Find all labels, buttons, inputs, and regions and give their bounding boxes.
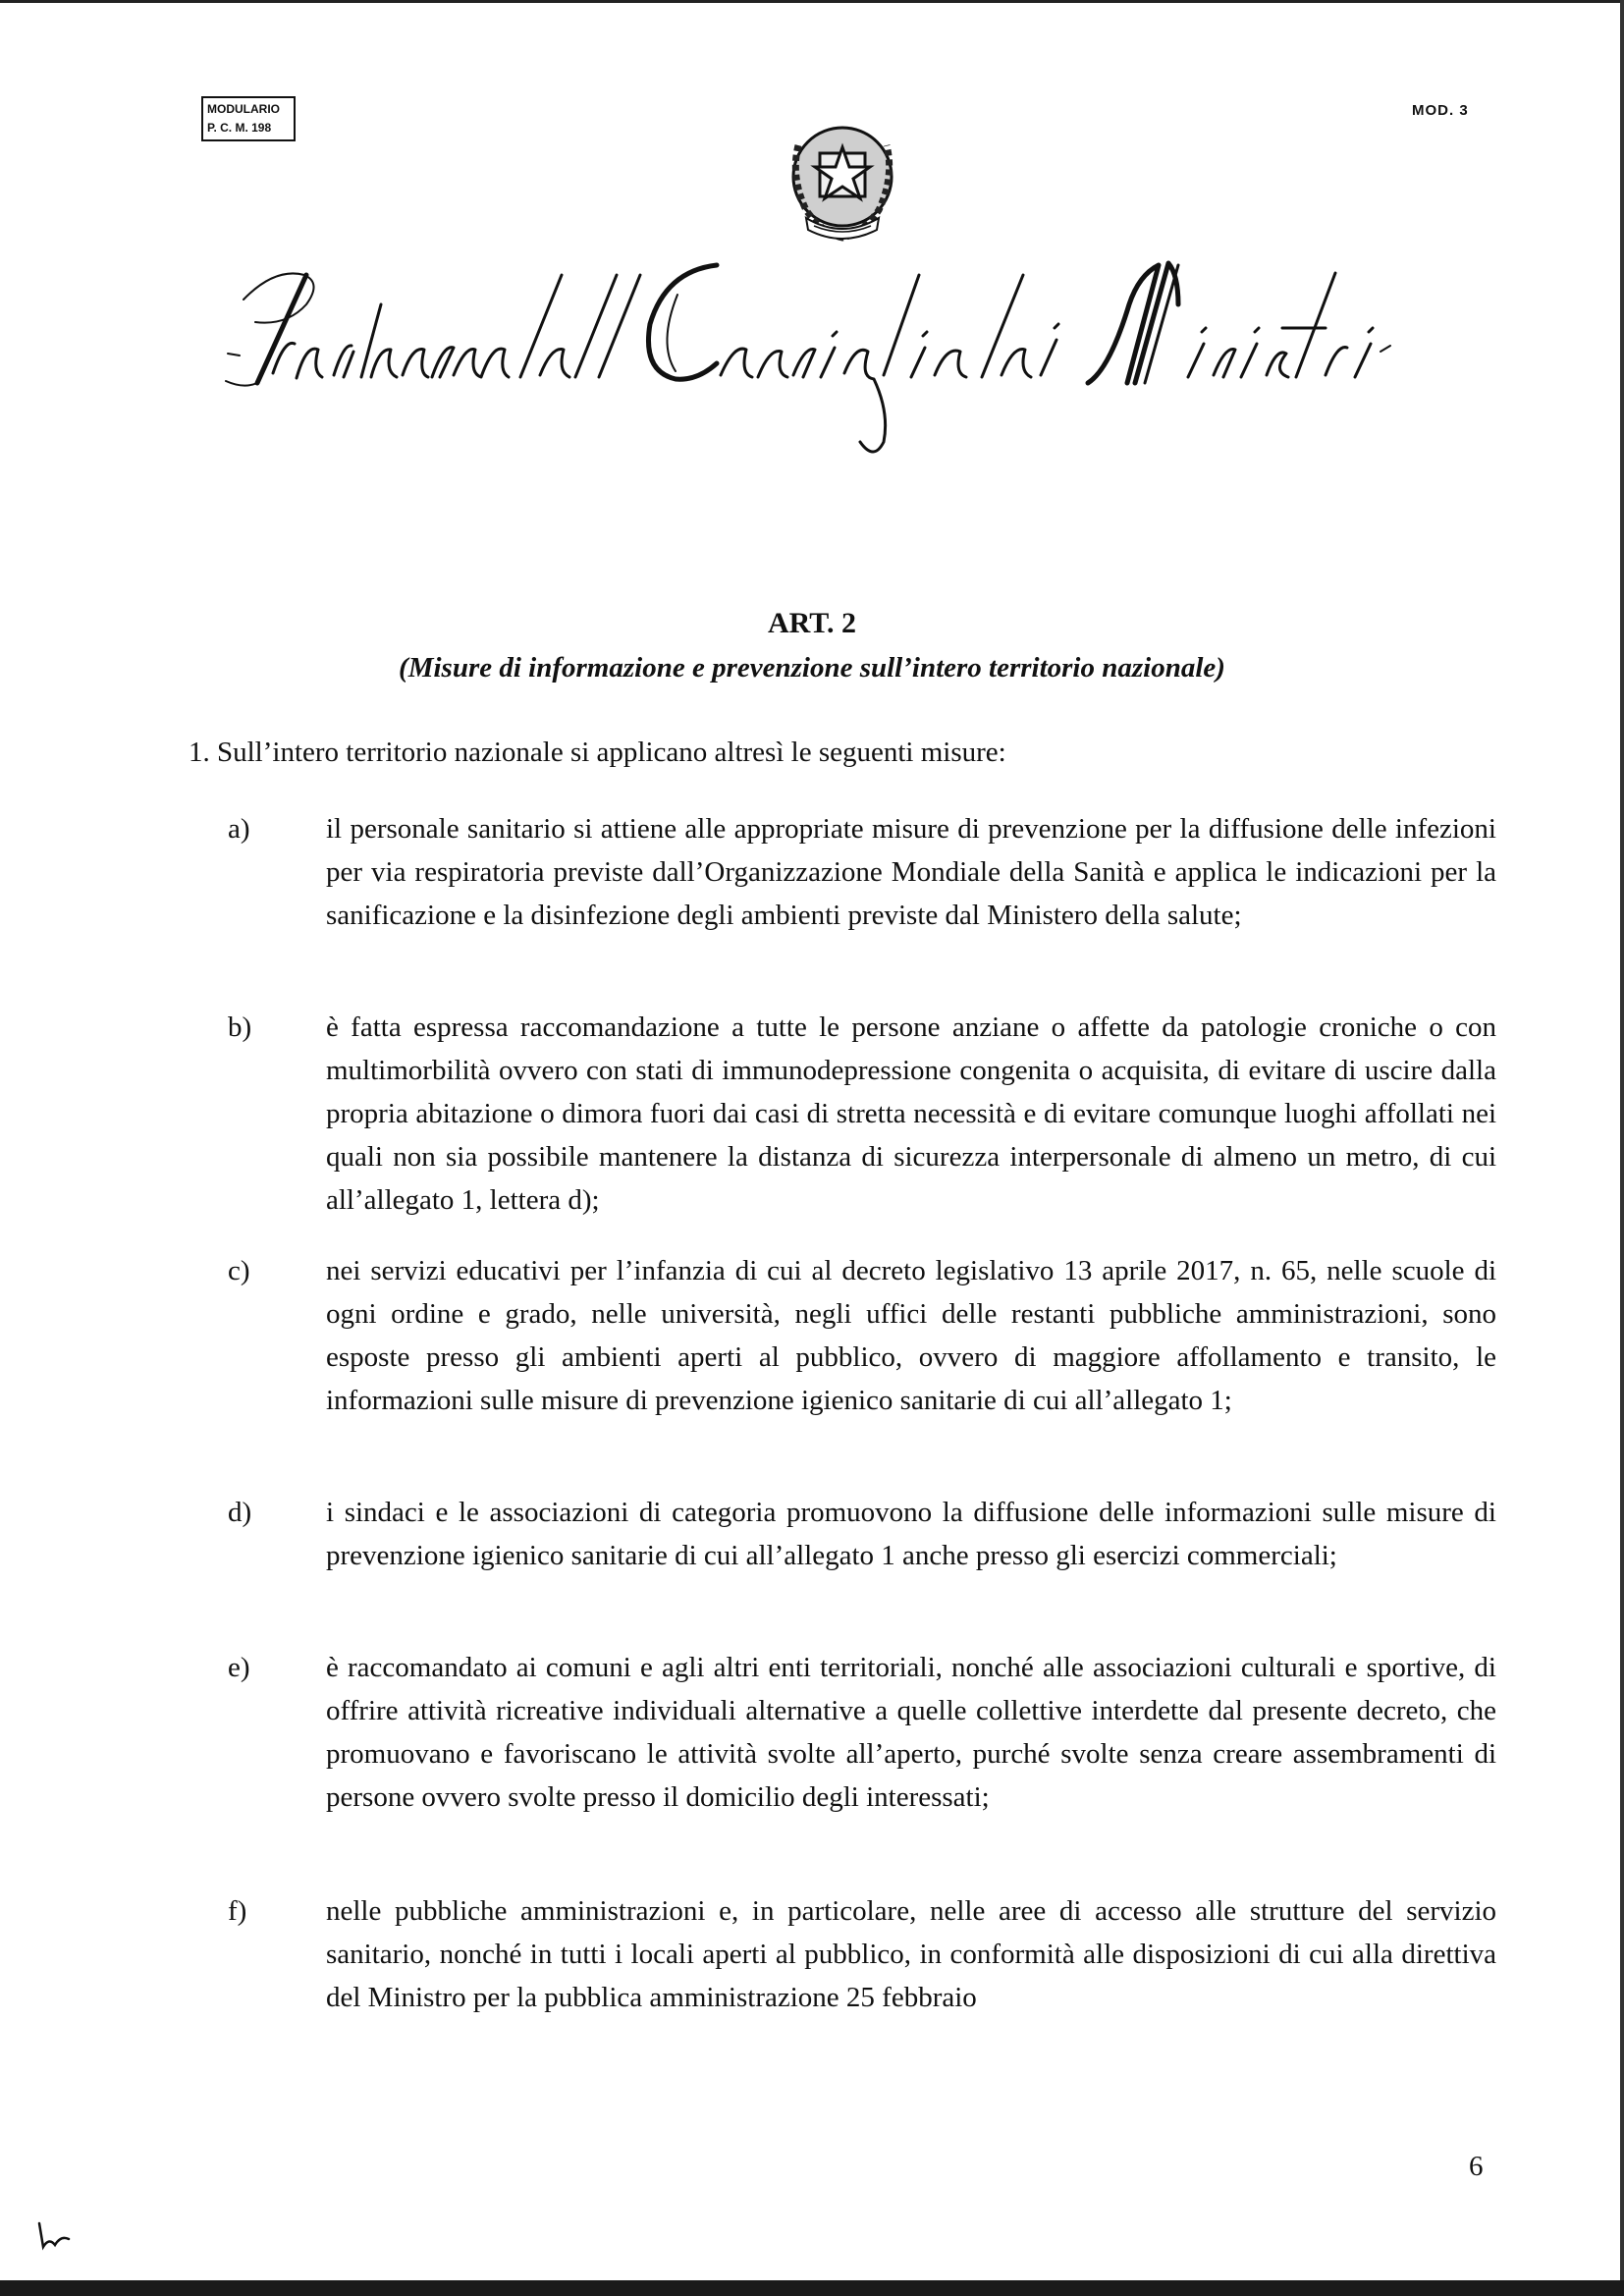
list-item-f <box>228 1889 1496 2019</box>
scan-border-bottom <box>0 2280 1624 2296</box>
article-subtitle: (Misure di informazione e prevenzione sull’intero territorio nazionale) <box>399 652 1225 683</box>
presidenza-consiglio-ministri-letterhead <box>196 246 1473 471</box>
list-item-c <box>228 1249 1496 1422</box>
list-item-text: nelle pubbliche amministrazioni e, in particolare, nelle aree di accesso alle strutture del servizio sanitario, nonché in tutti i locali aperti al pubblico, in conformità alle disposizioni di cui alla direttiva del Ministro per la pubblica amministrazione 25 febbraio <box>326 1895 1496 2013</box>
list-item-b <box>228 1006 1496 1222</box>
form-model-label: MOD. 3 <box>1412 102 1469 119</box>
list-item-text: è raccomandato ai comuni e agli altri enti territoriali, nonché alle associazioni culturali e sportive, di offrire attività ricreative individuali alternative a quelle collettive interdette dal presente decreto, che promuovano e favoriscano le attività svolte all’aperto, purché svolte senza creare assembramenti di persone ovvero svolte presso il domicilio degli interessati; <box>326 1652 1496 1813</box>
list-item-e <box>228 1646 1496 1819</box>
italian-republic-emblem-icon <box>779 116 906 249</box>
list-item-letter: a) <box>228 813 250 845</box>
list-item-letter: b) <box>228 1011 252 1043</box>
stamp-line-1: MODULARIO <box>207 102 280 116</box>
page-number: 6 <box>1469 2151 1484 2182</box>
list-item-a <box>228 807 1496 937</box>
list-item-letter: f) <box>228 1895 247 1927</box>
modulario-stamp <box>201 96 296 141</box>
handwritten-initial-icon <box>33 2217 73 2257</box>
article-title: ART. 2 <box>767 607 857 639</box>
list-item-d <box>228 1491 1496 1577</box>
list-item-letter: e) <box>228 1652 250 1683</box>
stamp-line-2: P. C. M. 198 <box>207 121 272 135</box>
list-item-letter: c) <box>228 1255 250 1286</box>
list-item-letter: d) <box>228 1497 252 1528</box>
scan-border-right <box>1620 0 1624 2296</box>
list-item-text: nei servizi educativi per l’infanzia di cui al decreto legislativo 13 aprile 2017, n. 65, nelle scuole di ogni ordine e grado, nelle università, negli uffici delle restanti pubbliche amministrazioni, sono esposte presso gli ambienti aperti al pubblico, ovvero di maggiore affollamento e transito, le informazioni sulle misure di prevenzione igienico sanitarie di cui all’allegato 1; <box>326 1255 1496 1416</box>
list-item-text: il personale sanitario si attiene alle appropriate misure di prevenzione per la diffusione delle infezioni per via respiratoria previste dall’Organizzazione Mondiale della Sanità e applica le indicazioni per la sanificazione e la disinfezione degli ambienti previste dal Ministero della salute; <box>326 813 1496 931</box>
list-item-text: i sindaci e le associazioni di categoria promuovono la diffusione delle informazioni sulle misure di prevenzione igienico sanitarie di cui all’allegato 1 anche presso gli esercizi commerciali; <box>326 1497 1496 1571</box>
list-item-text: è fatta espressa raccomandazione a tutte le persone anziane o affette da patologie croniche o con multimorbilità ovvero con stati di immunodepressione congenita o acquisita, di evitare di uscire dalla propria abitazione o dimora fuori dai casi di stretta necessità e di evitare comunque luoghi affollati nei quali non sia possibile mantenere la distanza di sicurezza interpersonale di almeno un metro, di cui all’allegato 1, lettera d); <box>326 1011 1496 1216</box>
paragraph-intro: 1. Sull’intero territorio nazionale si applicano altresì le seguenti misure: <box>189 737 1006 768</box>
scan-border-top <box>0 0 1624 3</box>
